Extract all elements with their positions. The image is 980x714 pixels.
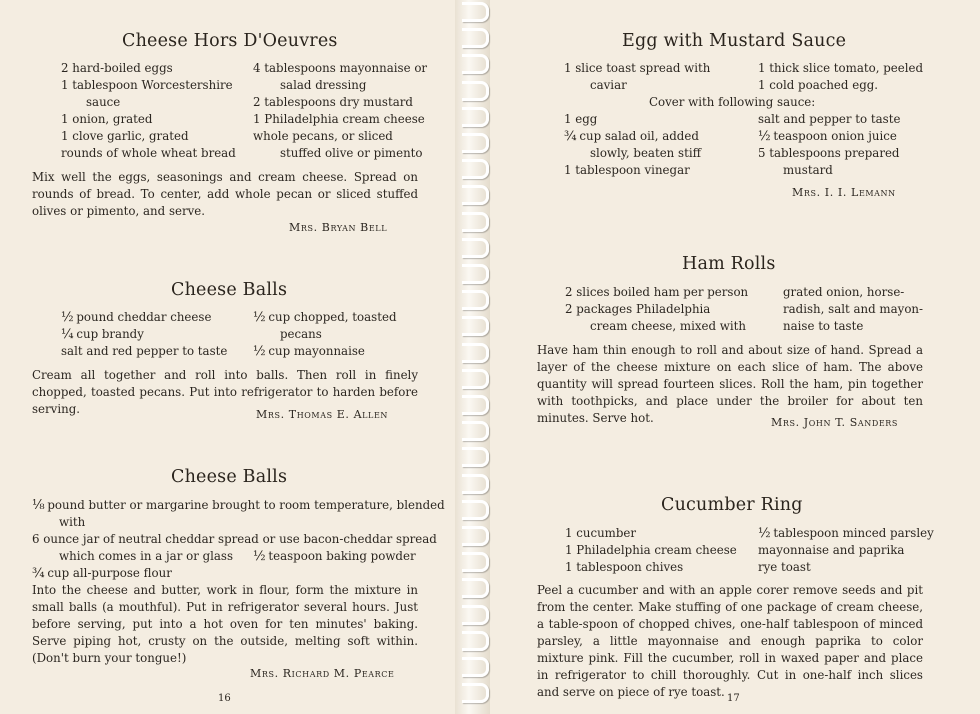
- ingredient: caviar: [590, 78, 627, 92]
- recipe-author: Mrs. John T. Sanders: [771, 416, 898, 429]
- ingredient: ½ pound cheddar cheese: [61, 310, 212, 325]
- recipe-title-cheese-hors-doeuvres: Cheese Hors D'Oeuvres: [122, 31, 338, 51]
- ingredient: slowly, beaten stiff: [590, 146, 701, 160]
- binding-ring: [462, 159, 489, 179]
- ingredient: radish, salt and mayon-: [783, 302, 924, 316]
- binding-ring: [462, 474, 489, 494]
- binding-ring: [462, 238, 489, 258]
- ingredient-continued: which comes in a jar or glass: [59, 549, 234, 563]
- ingredient: ½ cup mayonnaise: [253, 344, 365, 359]
- ingredient: 1 tablespoon vinegar: [564, 163, 690, 177]
- binding-ring: [462, 316, 489, 336]
- binding-ring: [462, 81, 489, 101]
- sauce-note: Cover with following sauce:: [649, 95, 816, 109]
- ingredient: ¼ cup brandy: [61, 327, 144, 342]
- binding-ring: [462, 605, 489, 625]
- ingredient: ⅛ pound butter or margarine brought to room temperature, blended: [32, 498, 445, 513]
- ingredient: whole pecans, or sliced: [253, 129, 393, 143]
- binding-ring: [462, 447, 489, 467]
- recipe-method: Into the cheese and butter, work in flour, form the mixture in small balls (a mouthful). Put in refrigerator several hours. Just before serving, put into a hot oven for ten minutes' baking. Serve piping hot, crusty on the outside, melting soft within. (Don't burn your tongue!): [32, 583, 418, 665]
- ingredient: mustard: [783, 163, 833, 177]
- recipe-title-egg-mustard-sauce: Egg with Mustard Sauce: [622, 31, 847, 51]
- recipe-method: Cream all together and roll into balls. Then roll in finely chopped, toasted pecans. Put into refrigerator to harden before serving.: [32, 368, 418, 416]
- recipe-title-cheese-balls-2: Cheese Balls: [171, 467, 288, 487]
- binding-ring: [462, 500, 489, 520]
- recipe-method: Peel a cucumber and with an apple corer remove seeds and pit from the center. Make stuffing of one package of cream cheese, a table-spoon of chopped chives, one-half tablespoon of minced parsley, a little mayonnaise and enough paprika to color mixture pink. Fill the cucumber, roll in waxed paper and place in refrigerator to chill thoroughly. Cut in one-half inch slices and serve on piece of rye toast.: [537, 583, 923, 699]
- binding-ring: [462, 395, 489, 415]
- ingredient: 2 packages Philadelphia: [565, 302, 711, 316]
- recipe-method: Have ham thin enough to roll and about size of hand. Spread a layer of the cheese mixture on each slice of ham. The above quantity will spread fourteen slices. Roll the ham, pin together with toothpicks, and place under the broiler for about ten minutes. Serve hot.: [537, 343, 923, 425]
- recipe-title-ham-rolls: Ham Rolls: [682, 254, 776, 274]
- binding-ring: [462, 369, 489, 389]
- ingredient: ½ teaspoon onion juice: [758, 129, 897, 144]
- ingredient-continued: with: [59, 515, 86, 529]
- page-number: 16: [218, 693, 231, 704]
- ingredient: pecans: [280, 327, 322, 341]
- ingredient: 2 slices boiled ham per person: [565, 285, 749, 299]
- ingredient: ¾ cup all-purpose flour: [32, 566, 172, 581]
- ingredient: mayonnaise and paprika: [758, 543, 905, 557]
- ingredient: 1 tablespoon chives: [565, 560, 684, 574]
- ingredient: rye toast: [758, 560, 811, 574]
- binding-ring: [462, 578, 489, 598]
- binding-ring: [462, 133, 489, 153]
- ingredient: 5 tablespoons prepared: [758, 146, 900, 160]
- ingredient: 1 clove garlic, grated: [61, 129, 189, 143]
- ingredient: 1 thick slice tomato, peeled: [758, 61, 924, 75]
- recipe-author: Mrs. I. I. Lemann: [792, 186, 896, 199]
- recipe-author: Mrs. Bryan Bell: [289, 221, 388, 234]
- binding-ring: [462, 212, 489, 232]
- ingredient: sauce: [86, 95, 121, 109]
- ingredient: salad dressing: [280, 78, 367, 92]
- ingredient: 1 onion, grated: [61, 112, 153, 126]
- ingredient: 1 tablespoon Worcestershire: [61, 78, 233, 92]
- recipe-method: Mix well the eggs, seasonings and cream cheese. Spread on rounds of bread. To center, add whole pecan or sliced stuffed olives or pimento, and serve.: [32, 170, 418, 218]
- binding-ring: [462, 107, 489, 127]
- binding-ring: [462, 552, 489, 572]
- ingredient: 1 cucumber: [565, 526, 637, 540]
- binding-ring: [462, 185, 489, 205]
- ingredient: 1 egg: [564, 112, 598, 126]
- ingredient: stuffed olive or pimento: [280, 146, 423, 160]
- binding-ring: [462, 264, 489, 284]
- recipe-title-cucumber-ring: Cucumber Ring: [661, 495, 803, 515]
- binding-ring: [462, 657, 489, 677]
- binding-ring: [462, 631, 489, 651]
- binding-ring: [462, 421, 489, 441]
- ingredient: 1 cold poached egg.: [758, 78, 879, 92]
- ingredient: 2 hard-boiled eggs: [61, 61, 173, 75]
- page-number: 17: [727, 693, 740, 704]
- ingredient: 6 ounce jar of neutral cheddar spread or use bacon-cheddar spread: [32, 532, 437, 546]
- ingredient: salt and pepper to taste: [758, 112, 901, 126]
- ingredient: grated onion, horse-: [783, 285, 905, 299]
- recipe-author: Mrs. Richard M. Pearce: [250, 667, 395, 680]
- binding-ring: [462, 290, 489, 310]
- recipe-title-cheese-balls: Cheese Balls: [171, 280, 288, 300]
- binding-ring: [462, 28, 489, 48]
- ingredient: 1 Philadelphia cream cheese: [253, 112, 425, 126]
- binding-ring: [462, 2, 489, 22]
- ingredient: ½ cup chopped, toasted: [253, 310, 397, 325]
- ingredient: 1 slice toast spread with: [564, 61, 711, 75]
- ingredient: ½ tablespoon minced parsley: [758, 526, 934, 541]
- ingredient: naise to taste: [783, 319, 864, 333]
- ingredient: 4 tablespoons mayonnaise or: [253, 61, 428, 75]
- ingredient: ½ teaspoon baking powder: [253, 549, 416, 564]
- ingredient: salt and red pepper to taste: [61, 344, 228, 358]
- ingredient: 1 Philadelphia cream cheese: [565, 543, 737, 557]
- recipe-author: Mrs. Thomas E. Allen: [256, 408, 389, 421]
- binding-ring: [462, 526, 489, 546]
- ingredient: cream cheese, mixed with: [590, 319, 747, 333]
- ingredient: 2 tablespoons dry mustard: [253, 95, 413, 109]
- ingredient: ¾ cup salad oil, added: [564, 129, 699, 144]
- binding-ring: [462, 54, 489, 74]
- ingredient: rounds of whole wheat bread: [61, 146, 236, 160]
- binding-ring: [462, 343, 489, 363]
- binding-ring: [462, 683, 489, 703]
